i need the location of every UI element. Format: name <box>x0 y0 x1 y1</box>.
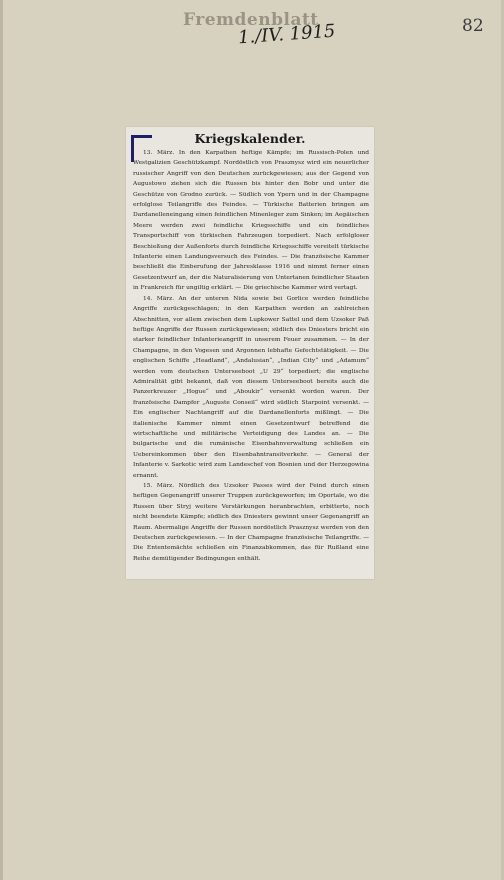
article-paragraph-13-march: 13. März. In den Karpathen heftige Kämpfe; im Russisch-Polen und Westgalizien Geschützkampf. Nordöstlich von Prasznysz wird ein neuerlicher russischer Angriff von den Deutschen zurückgewiesen; aus der Gegend von Augustowo ziehen sich die Russen bis hinter den Bobr und unter die Geschütze von Grodno zurück. — Südlich von Ypern und in der Champagne erfolglose Teilangriffe des Feindes. — Türkische Batterien bringen am Dardanelleneingang einen feindlichen Minenleger zum Sinken; im Aegäischen Meere werden zwei feindliche Kriegsschiffe und ein feindliches Transportschiff von türkischen Fahrzeugen torpediert. Nach erfolgloser Beschießung der Außenforts durch feindliche Kriegsschiffe vereitelt türkische Infanterie einen Landungsversuch des Feindes. — Die französische Kammer beschließt die Einberufung der Jahresklasse 1916 und nimmt ferner einen Gesetzentwurf an, der die Naturalisierung von Untertanen feindlicher Staaten in Frankreich für ungiltig erklärt. — Die griechische Kammer wird vertagt. <box>133 150 369 292</box>
article-body <box>133 148 369 564</box>
page-edge-left <box>0 0 3 880</box>
article-paragraph-14-march: 14. März. An der unteren Nida sowie bei Gorlice werden feindliche Angriffe zurückgeschlagen; in den Karpathen werden an zahlreichen Abschnitten, vor allem zwischen dem Lupkower Sattel und dem Uzsoker Paß heftige Angriffe der Russen zurückgewiesen; südlich des Dniesters bricht ein starker feindlicher Infanterieangriff in unserem Feuer zusammen. — In der Champagne, in den Vogesen und Argonnen lebhafte Gefechtstätigkeit. — Die englischen Schiffe „Headland“, „Andalusian“, „Indian City“ und „Adamum“ werden vom deutschen Unterseeboot „U 29“ torpediert; die englische Admiralität gibt bekannt, daß von diesem Unterseeboot bereits auch die Panzerkreuzer „Hogue“ und „Aboukir“ versenkt worden waren. Der französische Dampfer „Auguste Conseil“ wird südlich Starpoint versenkt. — Ein englischer Nachtangriff auf die Dardanellenforts mißlingt. — Die italienische Kammer nimmt einen Gesetzentwurf betreffend die wirtschaftliche und militärische Verteidigung des Landes an. — Die bulgarische und die rumänische Eisenbahnverwaltung schließen ein Uebereinkommen über den Eisenbahntransitverkehr. — General der Infanterie v. Sarkotic wird zum Landeschef von Bosnien und der Herzegowina ernannt. <box>133 295 369 479</box>
article-paragraph-15-march: 15. März. Nördlich des Uzsoker Passes wird der Feind durch einen heftigen Gegenangriff unserer Truppen zurückgeworfen; im Oportale, wo die Russen über Stryj weitere Verstärkungen heranbrachten, erbitterte, noch nicht beendete Kämpfe; südlich des Dniesters gewinnt unser Gegenangriff an Raum. Abermalige Angriffe der Russen nordöstlich Prasznysz werden von den Deutschen zurückgewiesen. — In der Champagne französische Teilangriffe. — Die Ententemächte schließen ein Finanzabkommen, das für Rußland eine Reihe demütigender Bedingungen enthält. <box>133 483 369 562</box>
page-number: 82 <box>462 16 484 36</box>
newspaper-clipping <box>126 127 374 579</box>
article-title: Kriegskalender. <box>194 131 306 146</box>
handwritten-date: 1./IV. 1915 <box>237 20 337 49</box>
publication-stamp: Fremdenblatt <box>183 10 319 30</box>
pencil-bracket-mark <box>131 135 152 162</box>
